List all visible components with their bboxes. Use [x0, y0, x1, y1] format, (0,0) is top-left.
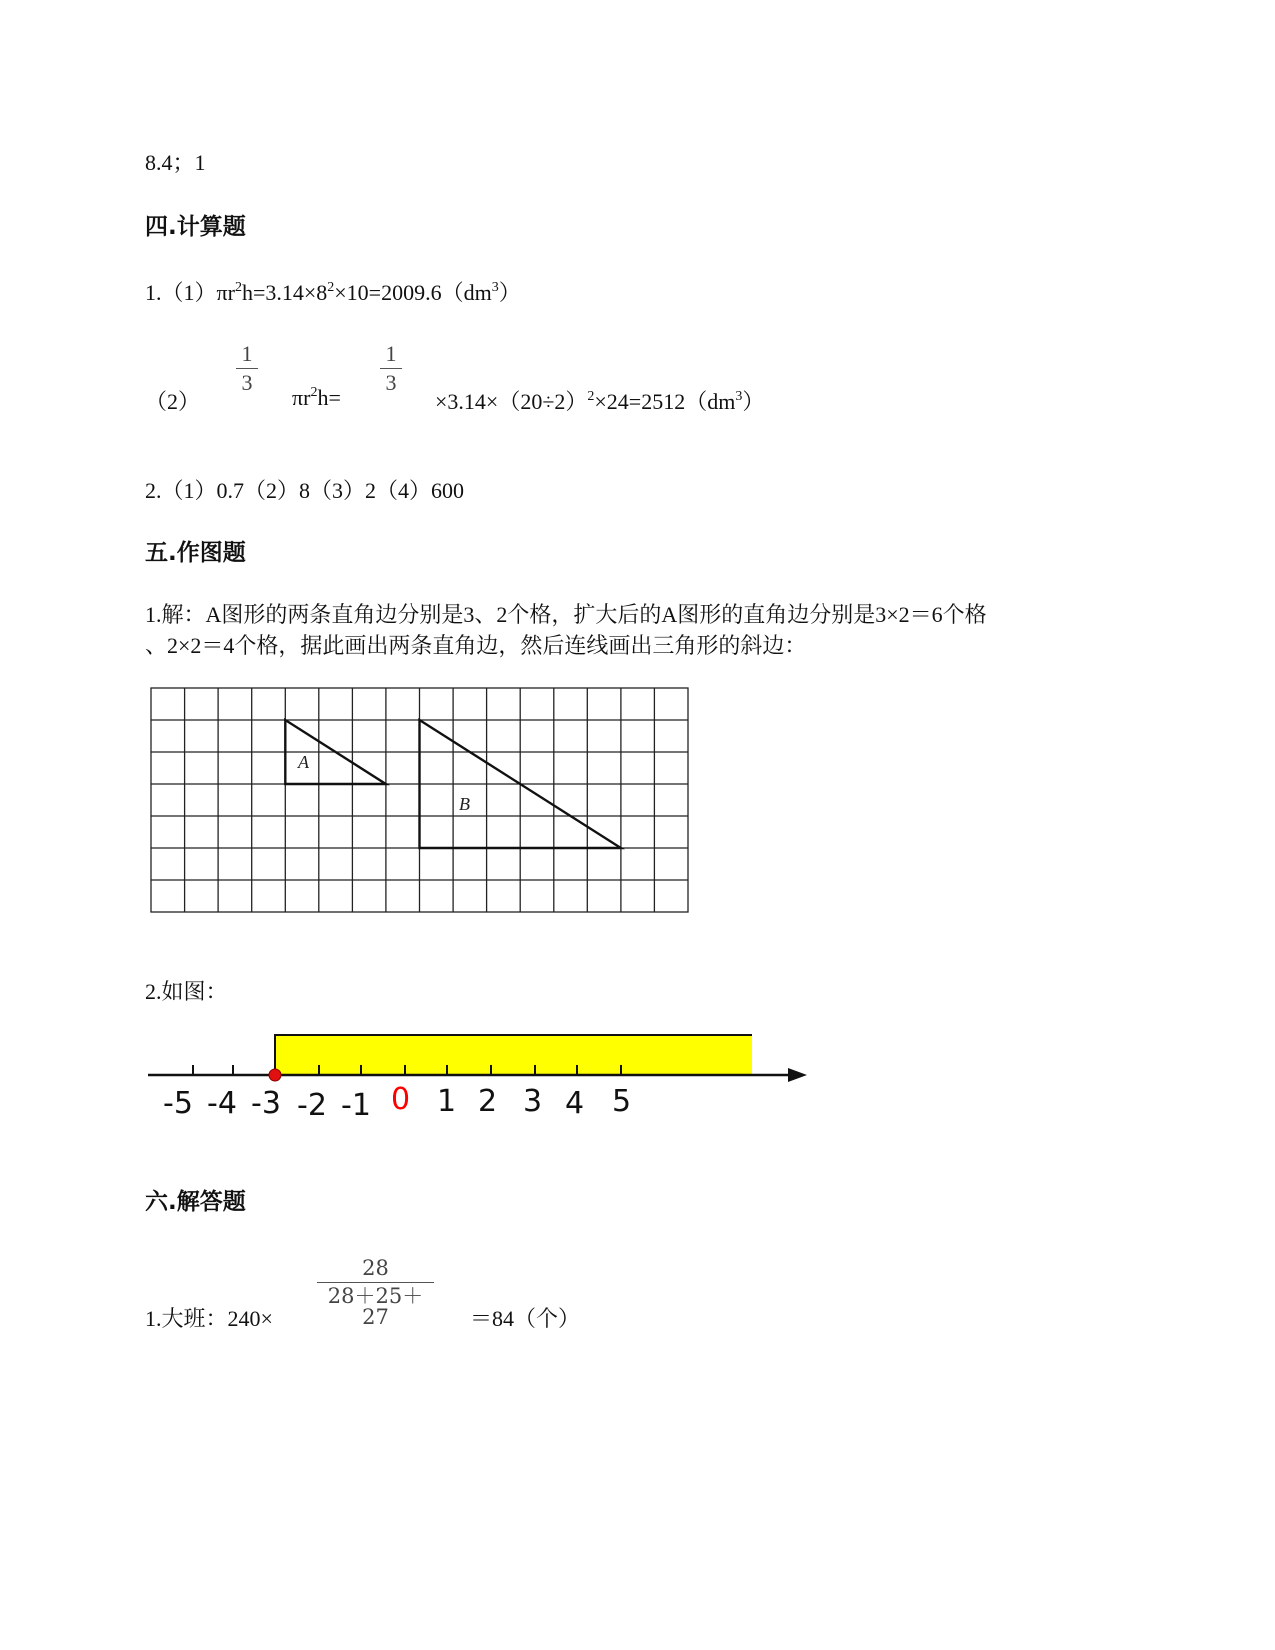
denominator: 3 — [241, 370, 253, 395]
drawing-q1-line1: 1.解：A图形的两条直角边分别是3、2个格，扩大后的A图形的直角边分别是3×2＝6个格 — [145, 602, 987, 627]
text: 1.（1）πr — [145, 280, 235, 305]
answer-q1-prefix: 1.大班：240× — [145, 1306, 273, 1331]
tick-label: -2 — [297, 1088, 327, 1123]
drawing-q2: 2.如图： — [145, 979, 228, 1004]
calc-q1-part2-result — [435, 385, 764, 416]
tick-label: -5 — [163, 1086, 193, 1121]
tick-label: -3 — [251, 1086, 281, 1121]
numerator: 1 — [385, 341, 397, 366]
text: h= — [317, 385, 341, 410]
tick-label: 3 — [523, 1084, 543, 1119]
section-4-heading: 四.计算题 — [145, 214, 246, 240]
answer-q1-suffix: ＝84（个） — [470, 1306, 581, 1331]
drawing-q1-line2: 、2×2＝4个格，据此画出两条直角边，然后连线画出三角形的斜边： — [145, 633, 807, 658]
fraction-one-third-2 — [380, 343, 402, 394]
tick-label: -4 — [207, 1086, 237, 1121]
exponent: 3 — [735, 389, 743, 404]
exponent: 2 — [327, 280, 335, 295]
tick-label: -1 — [341, 1088, 371, 1123]
tick-label: 1 — [437, 1084, 457, 1119]
tick-label-zero: 0 — [391, 1082, 411, 1117]
text: ×3.14×（20÷2） — [435, 389, 588, 414]
text: πr — [292, 385, 311, 410]
tick-label: 4 — [565, 1086, 585, 1121]
label-b: B — [459, 794, 470, 814]
tick-label: 5 — [612, 1084, 632, 1119]
denominator: 28＋25＋27 — [327, 1284, 424, 1329]
text: h=3.14×8 — [241, 280, 328, 305]
label-a: A — [298, 752, 309, 772]
tick-label: 2 — [478, 1084, 498, 1119]
calc-q1-part1 — [145, 276, 521, 307]
text: ） — [742, 389, 765, 414]
axis-arrow — [788, 1068, 807, 1082]
previous-answer: 8.4；1 — [145, 150, 206, 175]
exponent: 2 — [234, 280, 242, 295]
exponent: 3 — [491, 280, 499, 295]
section-5-heading: 五.作图题 — [145, 540, 246, 566]
numerator: 28 — [362, 1256, 389, 1280]
calc-q1-part2-formula — [292, 385, 341, 411]
numerator: 1 — [241, 341, 253, 366]
text: ×24=2512（dm — [594, 389, 736, 414]
text: ×10=2009.6（dm — [334, 280, 492, 305]
highlight-region — [275, 1035, 752, 1075]
denominator: 3 — [385, 370, 397, 395]
exponent: 2 — [587, 389, 595, 404]
fraction-one-third-1 — [236, 343, 258, 394]
text: ） — [498, 280, 521, 305]
exponent: 2 — [310, 385, 318, 400]
section-6-heading: 六.解答题 — [145, 1189, 246, 1215]
grid-diagram — [150, 687, 692, 915]
calc-q2: 2.（1）0.7（2）8（3）2（4）600 — [145, 478, 465, 503]
start-point — [269, 1069, 281, 1081]
number-line — [145, 1025, 815, 1125]
calc-q1-part2-label: （2） — [145, 389, 201, 414]
fraction-class-ratio — [317, 1258, 434, 1328]
